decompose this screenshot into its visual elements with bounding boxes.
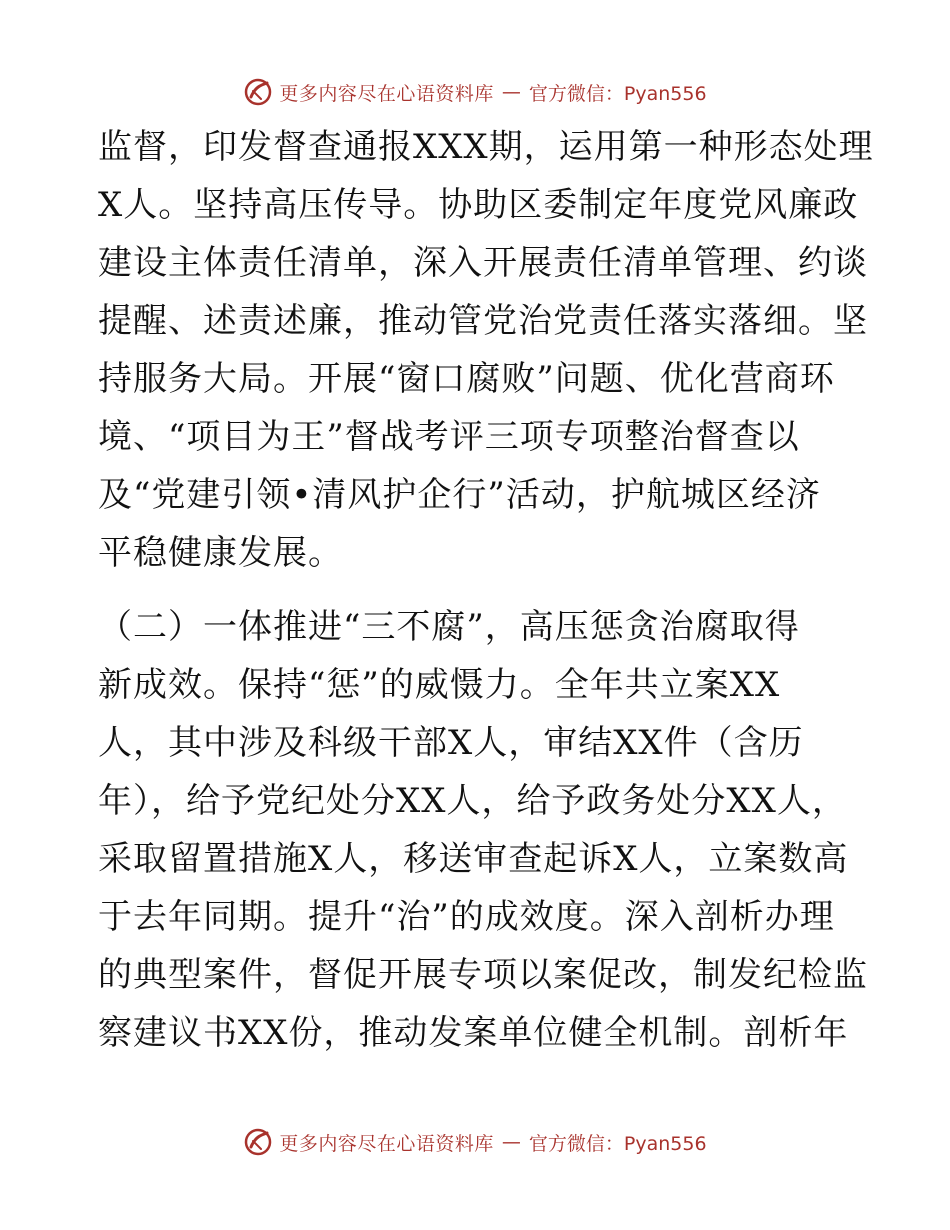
watermark-group <box>243 1127 706 1157</box>
text-line: 人，其中涉及科级干部X人，审结XX件（含历 <box>98 723 804 763</box>
paragraph <box>98 598 868 1062</box>
text-line: 新成效。保持“惩”的威慑力。全年共立案XX <box>98 665 781 705</box>
text-line: 于去年同期。提升“治”的成效度。深入剖析办理 <box>98 897 835 937</box>
watermark-separator: — <box>501 81 521 103</box>
header-watermark <box>0 72 950 112</box>
text-line: X人。坚持高压传导。协助区委制定年度党风廉政 <box>98 185 859 225</box>
watermark-contact: 官方微信：Pyan556 <box>528 82 707 105</box>
text-line: （二）一体推进“三不腐”，高压惩贪治腐取得 <box>98 607 800 647</box>
text-line: 采取留置措施X人，移送审查起诉X人，立案数高 <box>98 839 849 879</box>
seal-logo-icon <box>243 1127 273 1157</box>
watermark-separator: — <box>501 1131 521 1153</box>
text-line: 持服务大局。开展“窗口腐败”问题、优化营商环 <box>98 359 835 399</box>
text-line: 监督，印发督查通报XXX期，运用第一种形态处理 <box>98 127 874 167</box>
text-line: 平稳健康发展。 <box>98 533 343 573</box>
footer-watermark <box>0 1122 950 1162</box>
seal-logo-icon <box>243 77 273 107</box>
paragraph <box>98 118 874 582</box>
text-line: 的典型案件，督促开展专项以案促改，制发纪检监 <box>98 955 868 995</box>
text-line: 提醒、述责述廉，推动管党治党责任落实落细。坚 <box>98 301 868 341</box>
text-line: 年），给予党纪处分XX人，给予政务处分XX人， <box>98 781 847 821</box>
document-body <box>98 118 874 1062</box>
text-line: 建设主体责任清单，深入开展责任清单管理、约谈 <box>98 243 868 283</box>
watermark-text: 更多内容尽在心语资料库 <box>279 82 494 105</box>
paragraph-gap <box>98 582 858 598</box>
watermark-contact: 官方微信：Pyan556 <box>528 1132 707 1155</box>
text-line: 及“党建引领•清风护企行”活动，护航城区经济 <box>98 475 821 515</box>
text-line: 境、“项目为王”督战考评三项专项整治督查以 <box>98 417 800 457</box>
text-line: 察建议书XX份，推动发案单位健全机制。剖析年 <box>98 1013 849 1053</box>
watermark-group <box>243 77 706 107</box>
watermark-text: 更多内容尽在心语资料库 <box>279 1132 494 1155</box>
